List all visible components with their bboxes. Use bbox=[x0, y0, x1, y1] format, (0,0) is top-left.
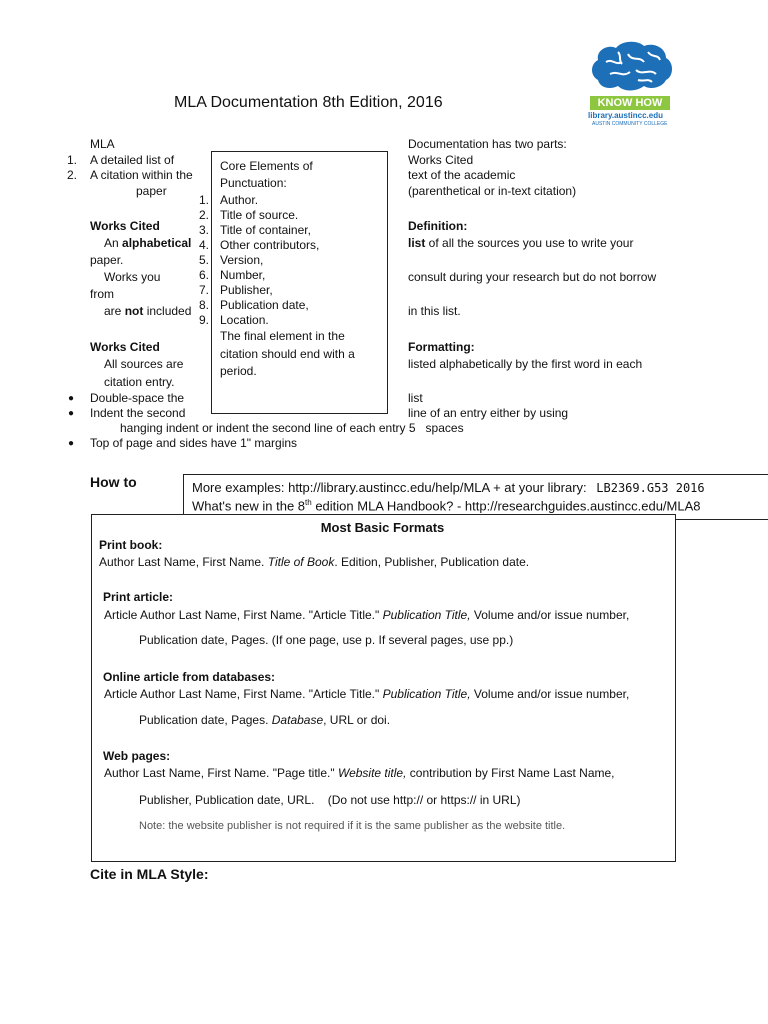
brain-icon bbox=[588, 40, 674, 96]
core-element-item: Other contributors, bbox=[220, 238, 320, 252]
page-title: MLA Documentation 8th Edition, 2016 bbox=[174, 94, 443, 111]
works-cited-heading-2: Works Cited bbox=[90, 340, 160, 354]
how-to-heading: How to bbox=[90, 474, 137, 490]
online-article-heading: Online article from databases: bbox=[103, 670, 276, 684]
print-book-format: Author Last Name, First Name. Title of Book. Edition, Publisher, Publication date. bbox=[99, 555, 530, 569]
core-element-number: 2. bbox=[198, 208, 209, 222]
bullet-indent-cont: hanging indent or indent the second line of each entry 5 spaces bbox=[120, 421, 464, 435]
core-element-number: 1. bbox=[198, 193, 209, 207]
online-article-format-2: Publication date, Pages. Database, URL or doi. bbox=[139, 713, 391, 727]
bullet-icon: ● bbox=[68, 393, 75, 404]
definition-line-1: list of all the sources you use to write your bbox=[408, 236, 634, 250]
all-sources-line: All sources are bbox=[104, 357, 184, 371]
core-element-number: 7. bbox=[198, 283, 209, 297]
print-book-heading: Print book: bbox=[99, 538, 163, 552]
library-url: library.austincc.edu bbox=[588, 111, 663, 120]
not-included-line: are not included bbox=[104, 304, 192, 318]
mla-label: MLA bbox=[90, 137, 115, 151]
web-pages-note: Note: the website publisher is not required if it is the same publisher as the website title. bbox=[139, 820, 566, 832]
bullet-icon: ● bbox=[68, 408, 75, 419]
core-element-number: 9. bbox=[198, 313, 209, 327]
paper-text: paper bbox=[136, 184, 167, 198]
item2-number: 2. bbox=[67, 168, 78, 182]
definition-line-3: in this list. bbox=[408, 304, 461, 318]
bullet-icon: ● bbox=[68, 438, 75, 449]
definition-heading: Definition: bbox=[408, 219, 468, 233]
parenthetical-text: (parenthetical or in-text citation) bbox=[408, 184, 577, 198]
final-element-line-2: citation should end with a bbox=[220, 347, 355, 361]
core-element-item: Title of container, bbox=[220, 223, 311, 237]
print-article-heading: Print article: bbox=[103, 590, 174, 604]
whats-new-line[interactable]: What's new in the 8th edition MLA Handbook? - http://researchguides.austincc.edu/MLA8 bbox=[192, 498, 701, 514]
final-element-line-1: The final element in the bbox=[220, 329, 345, 343]
item2-text: A citation within the bbox=[90, 168, 193, 182]
core-element-item: Number, bbox=[220, 268, 266, 282]
item2-right-text: text of the academic bbox=[408, 168, 516, 182]
core-element-number: 3. bbox=[198, 223, 209, 237]
paper-line: paper. bbox=[90, 253, 124, 267]
item1-text: A detailed list of bbox=[90, 153, 175, 167]
alphabetical-line: An alphabetical bbox=[104, 236, 192, 250]
call-number: LB2369.G53 2016 bbox=[596, 481, 705, 495]
web-pages-format: Author Last Name, First Name. "Page title." Website title, contribution by First Name Last Name, bbox=[104, 766, 615, 780]
core-element-item: Publisher, bbox=[220, 283, 273, 297]
core-element-number: 8. bbox=[198, 298, 209, 312]
core-element-item: Author. bbox=[220, 193, 259, 207]
web-pages-heading: Web pages: bbox=[103, 749, 171, 763]
acc-library-logo bbox=[588, 40, 674, 127]
formatting-line-2: line of an entry either by using bbox=[408, 406, 569, 420]
core-element-item: Title of source. bbox=[220, 208, 299, 222]
online-article-format: Article Author Last Name, First Name. "Article Title." Publication Title, Volume and/or issue number, bbox=[104, 687, 630, 701]
core-element-number: 4. bbox=[198, 238, 209, 252]
know-how-banner: KNOW HOW bbox=[590, 96, 670, 110]
final-element-line-3: period. bbox=[220, 364, 257, 378]
print-article-format: Article Author Last Name, First Name. "Article Title." Publication Title, Volume and/or issue number, bbox=[104, 608, 630, 622]
cite-heading: Cite in MLA Style: bbox=[90, 866, 209, 882]
core-element-item: Location. bbox=[220, 313, 269, 327]
works-cited-heading-1: Works Cited bbox=[90, 219, 160, 233]
from-line: from bbox=[90, 287, 114, 301]
formatting-line-1: listed alphabetically by the first word in each bbox=[408, 357, 643, 371]
core-element-number: 5. bbox=[198, 253, 209, 267]
web-pages-format-2: Publisher, Publication date, URL. (Do not use http:// or https:// in URL) bbox=[139, 793, 521, 807]
bullet-margins: Top of page and sides have 1" margins bbox=[90, 436, 298, 450]
print-article-format-2: Publication date, Pages. (If one page, use p. If several pages, use pp.) bbox=[139, 633, 514, 647]
core-heading-2: Punctuation: bbox=[220, 176, 287, 190]
bullet-indent: Indent the second bbox=[90, 406, 186, 420]
bullet-double-space: Double-space the bbox=[90, 391, 185, 405]
two-parts-text: Documentation has two parts: bbox=[408, 137, 567, 151]
core-heading-1: Core Elements of bbox=[220, 159, 313, 173]
works-you-line: Works you bbox=[104, 270, 161, 284]
definition-line-2: consult during your research but do not borrow bbox=[408, 270, 657, 284]
more-examples-line bbox=[192, 480, 705, 495]
item1-number: 1. bbox=[67, 153, 78, 167]
core-element-item: Publication date, bbox=[220, 298, 309, 312]
formatting-list: list bbox=[408, 391, 423, 405]
core-element-item: Version, bbox=[220, 253, 264, 267]
formatting-heading: Formatting: bbox=[408, 340, 475, 354]
more-examples-link[interactable]: More examples: http://library.austincc.edu/help/MLA + at your library: bbox=[192, 480, 587, 495]
citation-entry-line: citation entry. bbox=[104, 375, 175, 389]
core-element-number: 6. bbox=[198, 268, 209, 282]
item1-right-text: Works Cited bbox=[408, 153, 474, 167]
college-name: AUSTIN COMMUNITY COLLEGE bbox=[592, 121, 668, 127]
formats-title: Most Basic Formats bbox=[320, 520, 445, 535]
